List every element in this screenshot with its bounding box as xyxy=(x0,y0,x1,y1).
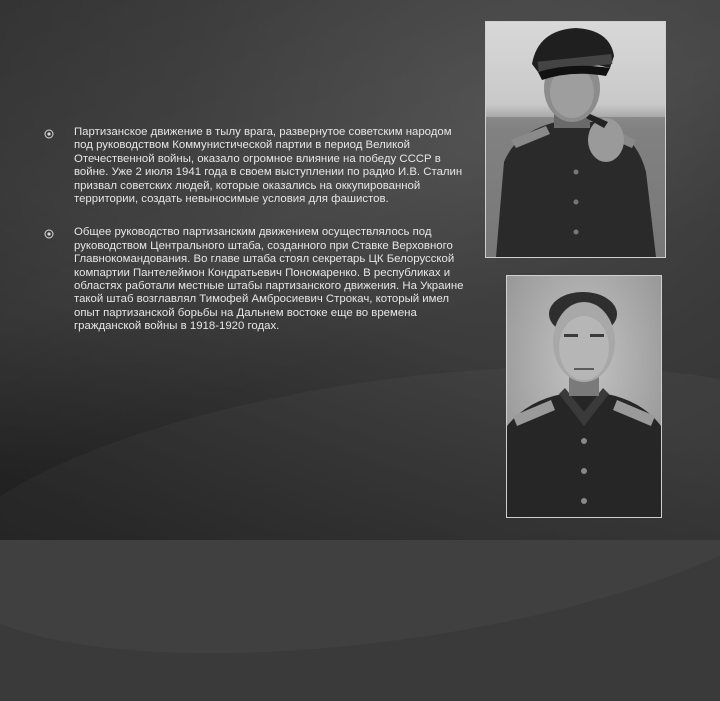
circled-dot-bullet-icon xyxy=(44,229,54,239)
portrait-photo-officer-uniform xyxy=(506,275,662,518)
bullet-item-1 xyxy=(44,126,464,206)
bullet-text-2: Общее руководство партизанским движением осуществлялось под руководством Центрального штаба, созданного при Ставке Верховного Главнокомандования. Во главе штаба стоял секретарь ЦК Белорусской компартии Пантелеймон Кондратьевич Пономаренко. В республиках и областях работали местные штабы партизанского движения. На Украине такой штаб возглавлял Тимофей Амбросиевич Строкач, который имел опыт партизанской борьбы на Дальнем востоке еще во времена гражданской войны в 1918-1920 годах. xyxy=(74,226,464,333)
bullet-item-2 xyxy=(44,226,464,333)
circled-dot-bullet-icon xyxy=(44,129,54,139)
portrait-photo-officer-with-pipe xyxy=(485,21,666,258)
bullet-text-1: Партизанское движение в тылу врага, развернутое советским народом под руководством Коммунистической партии в период Великой Отечественной войны, оказало огромное влияние на победу СССР в войне. Уже 2 июля 1941 года в своем выступлении по радио И.В. Сталин призвал советских людей, которые оказались на оккупированной территории, создать невыносимые условия для фашистов. xyxy=(74,126,463,206)
slide-content xyxy=(44,126,464,354)
